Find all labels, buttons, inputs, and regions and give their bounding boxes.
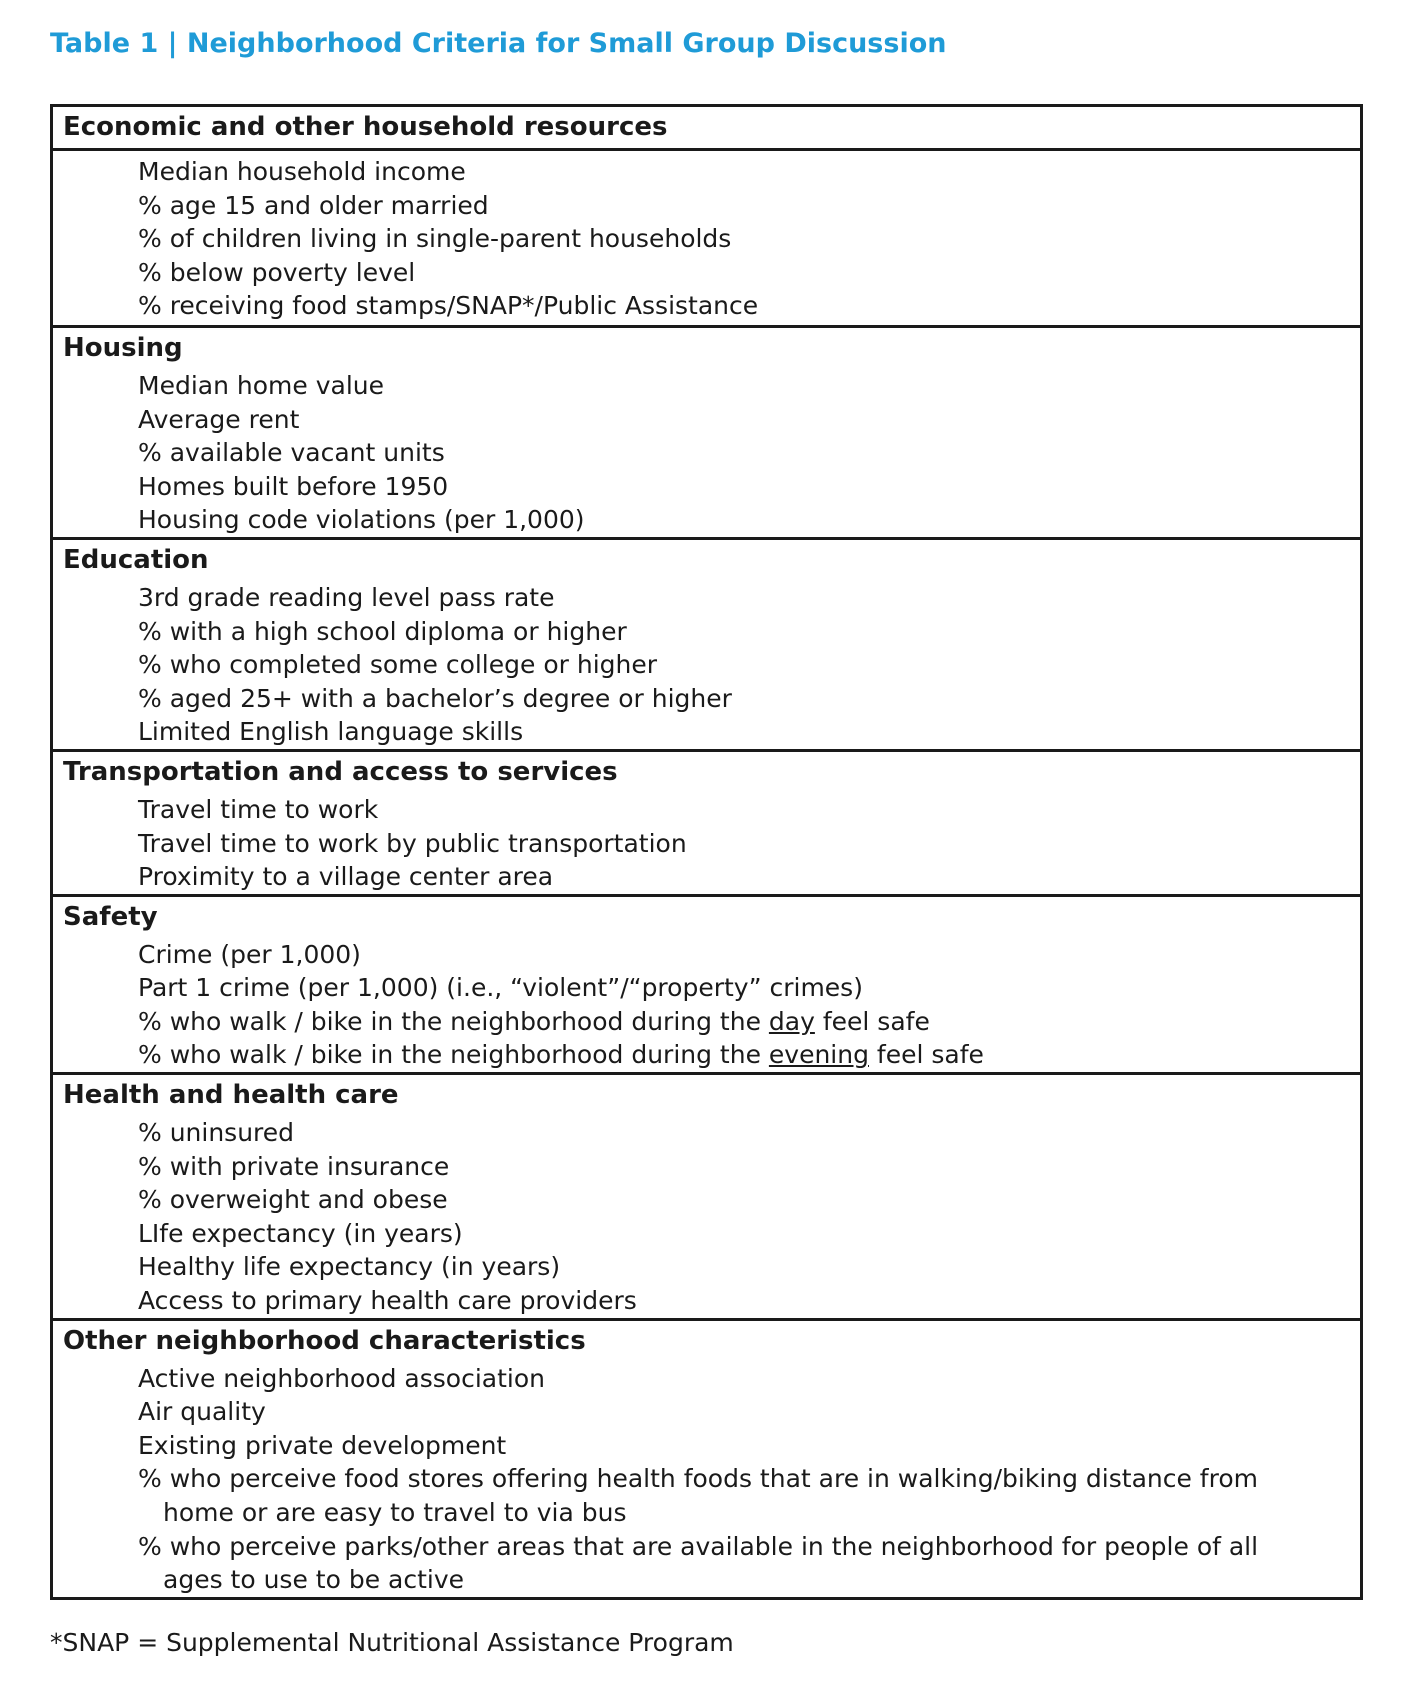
list-item: Average rent	[138, 404, 300, 434]
list-item: Part 1 crime (per 1,000) (i.e., “violent”/“property” crimes)	[138, 973, 863, 1003]
table-title: Table 1 | Neighborhood Criteria for Small Group Discussion	[50, 28, 947, 59]
list-item: % available vacant units	[138, 438, 445, 468]
list-item: Median home value	[138, 370, 384, 400]
section-items	[53, 369, 1360, 537]
list-item-walk-evening	[138, 1038, 1360, 1072]
section-housing	[53, 325, 1360, 537]
list-item: Active neighborhood association	[138, 1363, 545, 1393]
section-economic	[53, 107, 1360, 325]
section-heading: Other neighborhood characteristics	[63, 1325, 586, 1356]
item-text: feel safe	[868, 1040, 984, 1070]
list-item: Air quality	[138, 1397, 266, 1427]
section-heading: Economic and other household resources	[53, 107, 1360, 151]
list-item: % who completed some college or higher	[138, 650, 658, 680]
section-items	[53, 938, 1360, 1072]
list-item: Housing code violations (per 1,000)	[138, 505, 585, 535]
list-item: Travel time to work by public transportation	[138, 828, 687, 858]
section-heading: Safety	[63, 901, 158, 932]
item-text: % who walk / bike in the neighborhood during the	[138, 1006, 769, 1036]
section-heading: Health and health care	[63, 1080, 399, 1111]
item-emphasis: evening	[768, 1040, 869, 1070]
section-items	[53, 1362, 1360, 1597]
section-other	[53, 1318, 1360, 1597]
list-item: Homes built before 1950	[138, 471, 449, 501]
list-item: Median household income	[138, 157, 466, 186]
section-heading: Housing	[63, 332, 183, 363]
section-heading: Education	[63, 544, 209, 575]
list-item: % overweight and obese	[138, 1185, 448, 1215]
list-item: % receiving food stamps/SNAP*/Public Assistance	[138, 291, 759, 321]
section-safety	[53, 894, 1360, 1072]
list-item: % uninsured	[138, 1118, 295, 1148]
list-item: 3rd grade reading level pass rate	[138, 582, 555, 612]
section-heading: Transportation and access to services	[63, 756, 618, 787]
section-items	[53, 793, 1360, 894]
list-item: Existing private development	[138, 1430, 507, 1460]
list-item: % of children living in single-parent households	[138, 224, 732, 254]
item-emphasis: day	[768, 1006, 815, 1036]
footnote: *SNAP = Supplemental Nutritional Assistance Program	[50, 1628, 734, 1657]
section-education	[53, 537, 1360, 749]
list-item: % below poverty level	[138, 257, 416, 287]
criteria-table	[50, 104, 1363, 1600]
list-item: Healthy life expectancy (in years)	[138, 1252, 561, 1282]
list-item: % age 15 and older married	[138, 190, 489, 220]
list-item: LIfe expectancy (in years)	[138, 1218, 463, 1248]
section-items	[53, 1116, 1360, 1318]
item-text: feel safe	[814, 1006, 930, 1036]
list-item: % who perceive parks/other areas that are available in the neighborhood for people of all ages to use to be active	[138, 1531, 1259, 1595]
list-item: % with a high school diploma or higher	[138, 616, 627, 646]
list-item: % with private insurance	[138, 1151, 450, 1181]
list-item: Limited English language skills	[138, 717, 524, 747]
section-items	[53, 151, 1360, 325]
section-health	[53, 1072, 1360, 1318]
section-items	[53, 581, 1360, 749]
list-item: Crime (per 1,000)	[138, 939, 361, 969]
list-item-walk-day	[138, 1005, 1360, 1039]
list-item: Proximity to a village center area	[138, 862, 554, 892]
list-item: Access to primary health care providers	[138, 1286, 637, 1316]
list-item: Travel time to work	[138, 794, 379, 824]
item-text: % who walk / bike in the neighborhood during the	[138, 1040, 769, 1070]
section-transportation	[53, 749, 1360, 894]
list-item: % who perceive food stores offering health foods that are in walking/biking distance from home or are easy to travel to via bus	[138, 1464, 1258, 1527]
list-item: % aged 25+ with a bachelor’s degree or higher	[138, 683, 732, 713]
